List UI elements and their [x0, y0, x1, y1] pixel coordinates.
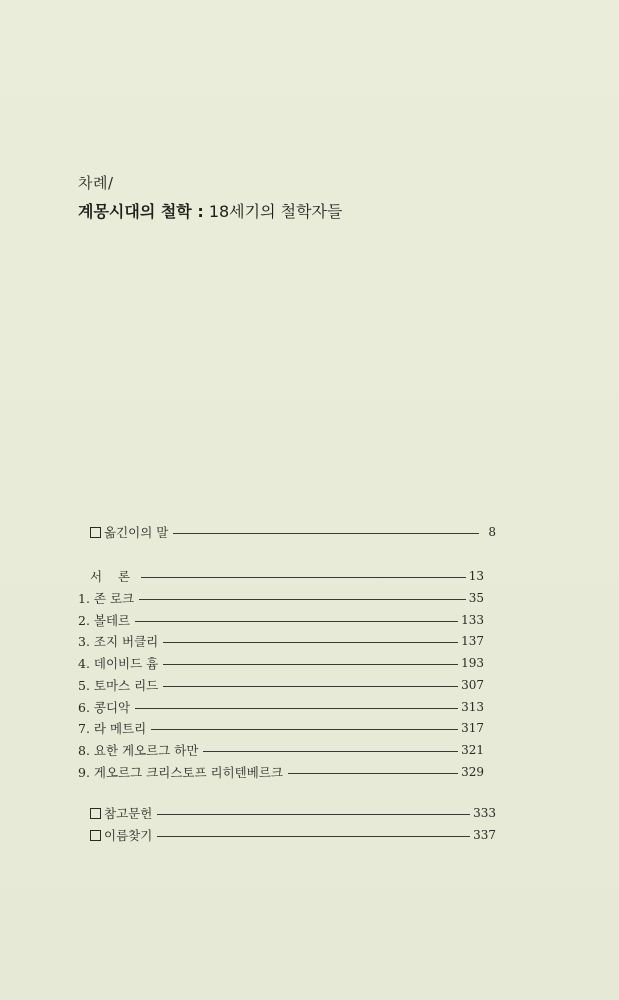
toc-page-number: 13 — [468, 569, 484, 583]
book-title-subtitle: 18세기의 철학자들 — [203, 202, 343, 221]
toc-page-number: 313 — [461, 700, 484, 714]
dot-leader — [163, 664, 458, 665]
dot-leader — [141, 577, 466, 578]
toc-entry-chapter-6[interactable] — [78, 697, 484, 717]
dot-leader — [173, 533, 479, 534]
toc-entry-chapter-1[interactable] — [78, 588, 484, 608]
toc-entry-intro[interactable] — [78, 566, 484, 586]
toc-entry-chapter-3[interactable] — [78, 631, 484, 651]
toc-page-number: 321 — [461, 743, 484, 757]
dot-leader — [139, 599, 466, 600]
toc-page-number: 307 — [461, 678, 484, 692]
toc-entry-references[interactable] — [78, 803, 496, 823]
toc-page-number: 35 — [468, 591, 484, 605]
toc-entry-chapter-7[interactable] — [78, 718, 484, 738]
toc-entry-chapter-4[interactable] — [78, 653, 484, 673]
toc-heading-label: 차례/ — [78, 174, 114, 192]
toc-entry-chapter-8[interactable] — [78, 740, 484, 760]
toc-page-number: 333 — [473, 806, 496, 820]
dot-leader — [163, 642, 458, 643]
toc-entry-label: 3. 조지 버클리 — [78, 634, 159, 649]
toc-page-number: 133 — [461, 613, 484, 627]
toc-entry-label: 6. 콩디악 — [78, 700, 131, 715]
toc-page-number: 137 — [461, 634, 484, 648]
toc-entry-chapter-2[interactable] — [78, 610, 484, 630]
toc-page-number: 193 — [461, 656, 484, 670]
toc-entry-label: 1. 존 로크 — [78, 591, 135, 606]
toc-entry-label: 4. 데이비드 흄 — [78, 656, 159, 671]
toc-entry-label: 8. 요한 게오르그 하만 — [78, 743, 199, 758]
toc-entry-label: 이름찾기 — [90, 826, 154, 844]
toc-page-number: 329 — [461, 765, 484, 779]
toc-entry-label: 서 론 — [90, 569, 137, 584]
dot-leader — [135, 708, 458, 709]
toc-entry-label: 5. 토마스 리드 — [78, 678, 159, 693]
square-bullet-icon — [90, 830, 101, 841]
toc-entry-label: 9. 게오르그 크리스토프 리히텐베르크 — [78, 765, 283, 780]
toc-page-number: 317 — [461, 721, 484, 735]
toc-entry-chapter-9[interactable] — [78, 762, 484, 782]
dot-leader — [288, 773, 458, 774]
dot-leader — [135, 621, 458, 622]
toc-entry-index[interactable] — [78, 825, 496, 845]
toc-page-number: 337 — [473, 828, 496, 842]
dot-leader — [151, 729, 458, 730]
toc-entry-label: 2. 볼테르 — [78, 613, 131, 628]
dot-leader — [163, 686, 458, 687]
toc-entry-label: 옮긴이의 말 — [90, 523, 170, 541]
book-title-main: 계몽시대의 철학 : — [78, 202, 204, 221]
toc-entry-label: 7. 라 메트리 — [78, 721, 147, 736]
dot-leader — [157, 836, 470, 837]
book-title — [78, 199, 342, 222]
toc-entry-chapter-5[interactable] — [78, 675, 484, 695]
toc-header — [78, 172, 342, 222]
toc-entry-translator-note[interactable] — [78, 522, 496, 542]
dot-leader — [203, 751, 458, 752]
toc-entry-label: 참고문헌 — [90, 804, 154, 822]
square-bullet-icon — [90, 808, 101, 819]
dot-leader — [157, 814, 470, 815]
toc-page-number: 8 — [488, 525, 496, 539]
square-bullet-icon — [90, 527, 101, 538]
